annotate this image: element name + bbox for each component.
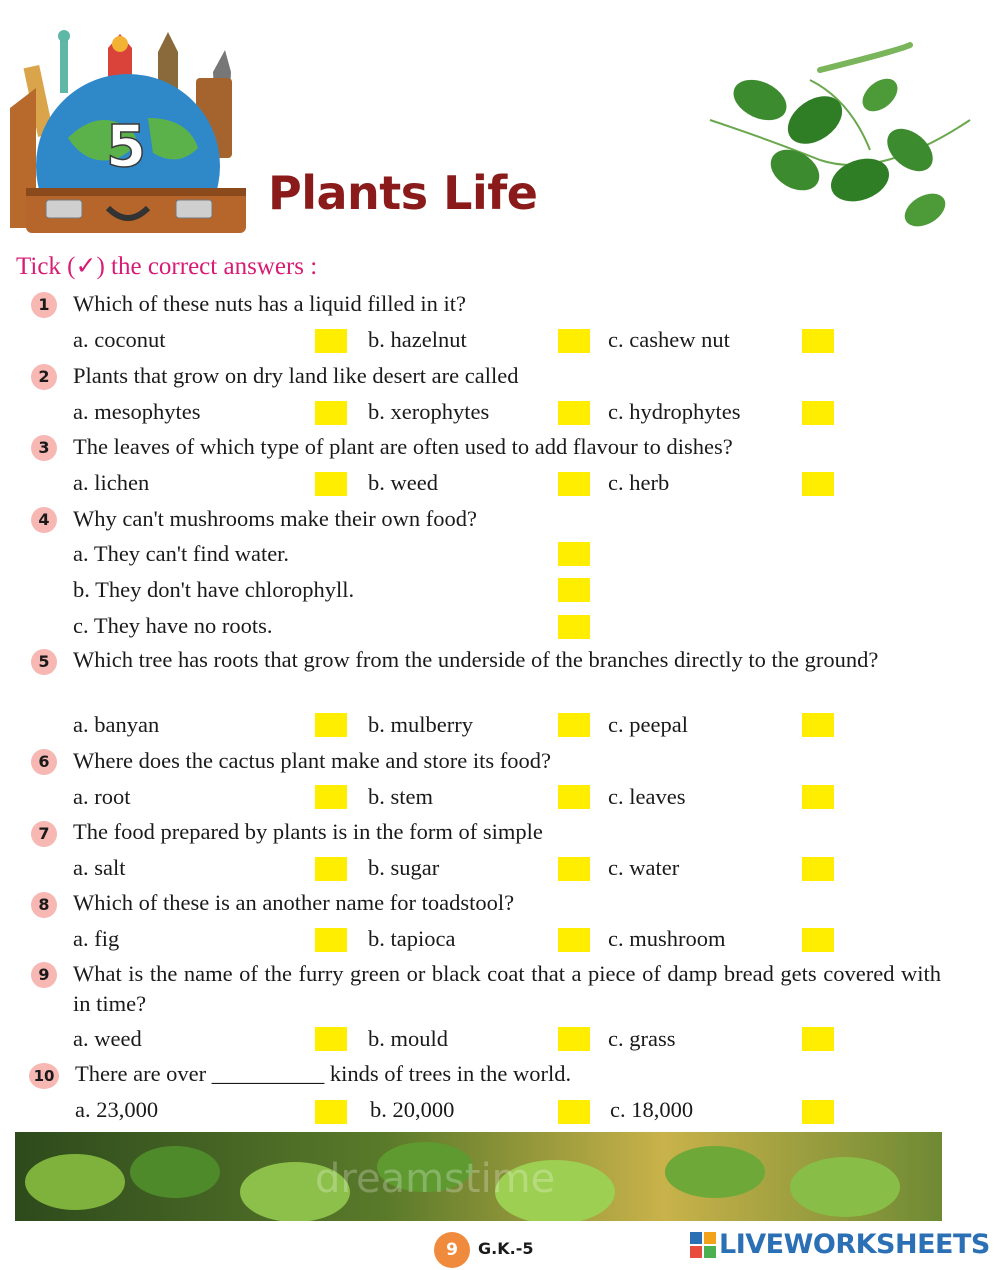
- option-label: b. They don't have chlorophyll.: [73, 577, 355, 602]
- question-text: Which tree has roots that grow from the underside of the branches directly to the ground?: [73, 647, 879, 672]
- question-text: What is the name of the furry green or black coat that a piece of damp bread gets covered with in time?: [73, 961, 941, 1016]
- option-label: b. hazelnut: [368, 327, 467, 352]
- answer-checkbox[interactable]: [558, 542, 590, 566]
- option-label: b. tapioca: [368, 926, 456, 951]
- answer-checkbox[interactable]: [802, 857, 834, 881]
- question-number-badge: 1: [31, 292, 57, 318]
- option-label: c. leaves: [608, 784, 686, 809]
- liveworksheets-logo-icon: [690, 1232, 716, 1258]
- option-label: a. coconut: [73, 327, 166, 352]
- answer-checkbox[interactable]: [558, 401, 590, 425]
- question-text: The food prepared by plants is in the form of simple: [73, 819, 543, 844]
- option-label: c. cashew nut: [608, 327, 730, 352]
- answer-checkbox[interactable]: [558, 785, 590, 809]
- option-label: c. peepal: [608, 712, 688, 737]
- option-label: b. weed: [368, 470, 438, 495]
- answer-checkbox[interactable]: [802, 785, 834, 809]
- question-text: Why can't mushrooms make their own food?: [73, 506, 477, 531]
- answer-checkbox[interactable]: [802, 1027, 834, 1051]
- question-number-badge: 10: [29, 1063, 59, 1089]
- question-number-badge: 3: [31, 435, 57, 461]
- answer-checkbox[interactable]: [315, 1027, 347, 1051]
- question-text: Plants that grow on dry land like desert are called: [73, 363, 519, 388]
- bean-vine-illustration: [700, 40, 990, 230]
- option-label: b. mould: [368, 1026, 449, 1051]
- question-number-badge: 2: [31, 364, 57, 390]
- option-label: a. mesophytes: [73, 399, 201, 424]
- option-label: b. 20,000: [370, 1097, 455, 1122]
- answer-checkbox[interactable]: [315, 472, 347, 496]
- book-label: G.K.-5: [478, 1239, 534, 1258]
- option-label: b. xerophytes: [368, 399, 490, 424]
- page-number-badge: 9: [434, 1232, 470, 1268]
- check-mark-icon: ✓: [75, 253, 97, 280]
- answer-checkbox[interactable]: [558, 928, 590, 952]
- answer-checkbox[interactable]: [558, 1100, 590, 1124]
- question-text: Which of these is an another name for toadstool?: [73, 890, 515, 915]
- option-label: a. root: [73, 784, 131, 809]
- answer-checkbox[interactable]: [558, 329, 590, 353]
- answer-checkbox[interactable]: [315, 713, 347, 737]
- option-label: a. 23,000: [75, 1097, 159, 1122]
- liveworksheets-brand[interactable]: LIVEWORKSHEETS: [719, 1229, 990, 1260]
- option-label: c. 18,000: [610, 1097, 694, 1122]
- question-number-badge: 6: [31, 749, 57, 775]
- option-label: c. mushroom: [608, 926, 726, 951]
- question-text: The leaves of which type of plant are often used to add flavour to dishes?: [73, 434, 733, 459]
- option-label: a. weed: [73, 1026, 142, 1051]
- question-number-badge: 8: [31, 892, 57, 918]
- answer-checkbox[interactable]: [802, 713, 834, 737]
- answer-checkbox[interactable]: [558, 578, 590, 602]
- question-number-badge: 9: [31, 962, 57, 988]
- question-text: Which of these nuts has a liquid filled in it?: [73, 291, 467, 316]
- option-label: a. lichen: [73, 470, 150, 495]
- answer-checkbox[interactable]: [558, 713, 590, 737]
- instruction-prefix: Tick (: [16, 253, 76, 280]
- chapter-number: 5: [105, 112, 147, 180]
- seedlings-banner-image: [15, 1132, 942, 1221]
- question-text: Where does the cactus plant make and store its food?: [73, 748, 551, 773]
- answer-checkbox[interactable]: [558, 857, 590, 881]
- question-number-badge: 7: [31, 821, 57, 847]
- option-label: a. salt: [73, 855, 126, 880]
- option-label: c. herb: [608, 470, 670, 495]
- option-label: c. water: [608, 855, 680, 880]
- answer-checkbox[interactable]: [802, 472, 834, 496]
- answer-checkbox[interactable]: [315, 1100, 347, 1124]
- answer-checkbox[interactable]: [802, 401, 834, 425]
- banner-watermark: dreamstime: [315, 1156, 556, 1202]
- option-label: a. They can't find water.: [73, 541, 290, 566]
- chapter-globe-suitcase-illustration: [8, 28, 253, 233]
- answer-checkbox[interactable]: [558, 472, 590, 496]
- option-label: a. fig: [73, 926, 120, 951]
- option-label: b. stem: [368, 784, 433, 809]
- question-number-badge: 5: [31, 649, 57, 675]
- answer-checkbox[interactable]: [802, 1100, 834, 1124]
- option-label: a. banyan: [73, 712, 160, 737]
- option-label: c. They have no roots.: [73, 613, 273, 638]
- option-label: b. sugar: [368, 855, 440, 880]
- answer-checkbox[interactable]: [558, 1027, 590, 1051]
- question-text: There are over __________ kinds of trees in the world.: [75, 1061, 572, 1086]
- option-label: b. mulberry: [368, 712, 473, 737]
- answer-checkbox[interactable]: [315, 401, 347, 425]
- instruction-suffix: ) the correct answers :: [96, 253, 318, 280]
- instruction-text: [16, 251, 317, 281]
- page-title: Plants Life: [268, 166, 538, 220]
- answer-checkbox[interactable]: [802, 329, 834, 353]
- answer-checkbox[interactable]: [315, 857, 347, 881]
- answer-checkbox[interactable]: [315, 329, 347, 353]
- answer-checkbox[interactable]: [558, 615, 590, 639]
- answer-checkbox[interactable]: [315, 785, 347, 809]
- answer-checkbox[interactable]: [802, 928, 834, 952]
- answer-checkbox[interactable]: [315, 928, 347, 952]
- option-label: c. grass: [608, 1026, 676, 1051]
- question-number-badge: 4: [31, 507, 57, 533]
- option-label: c. hydrophytes: [608, 399, 741, 424]
